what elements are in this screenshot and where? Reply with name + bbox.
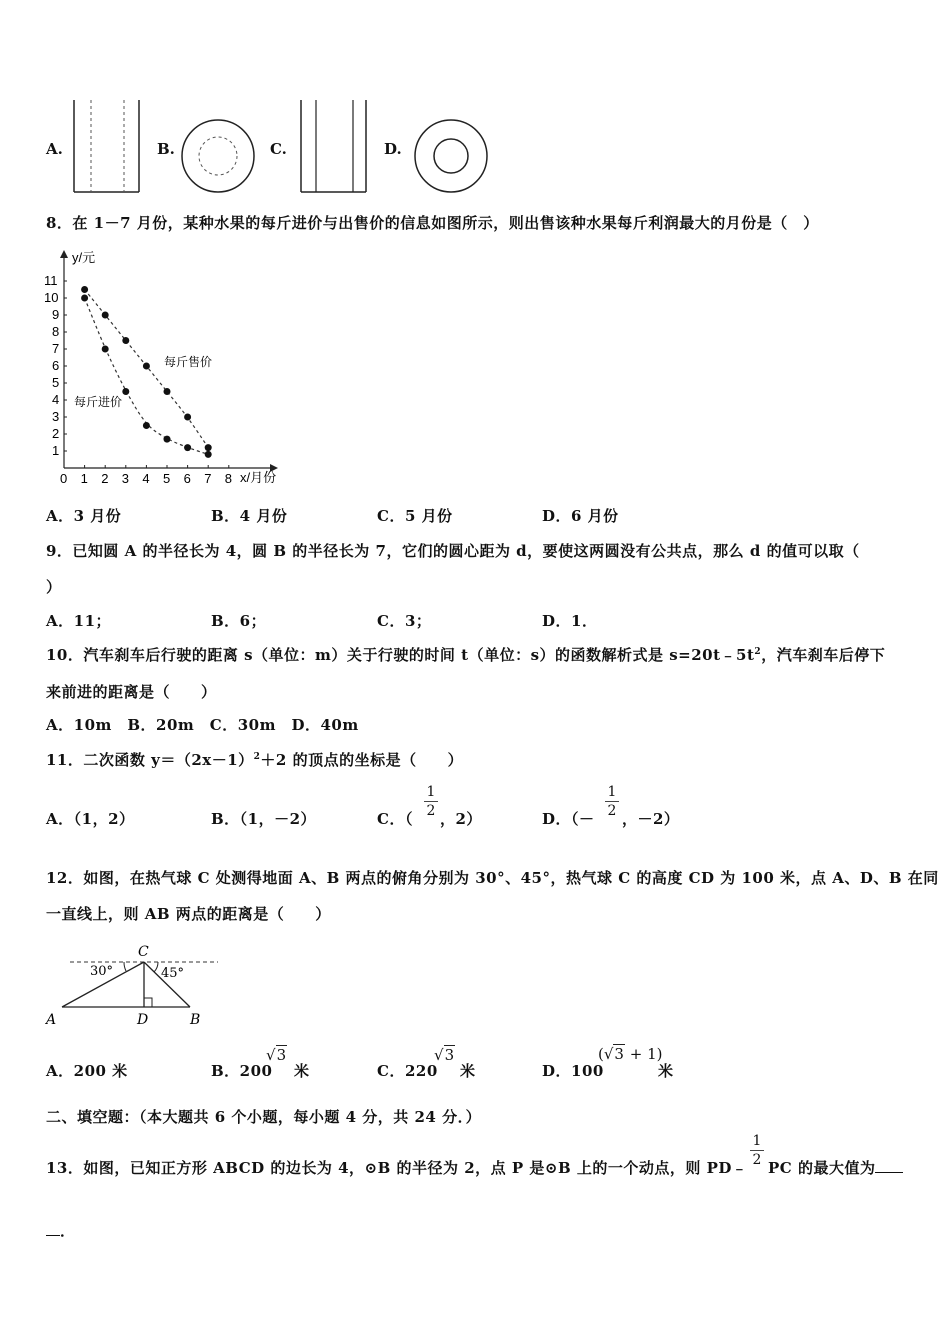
data-point-cost xyxy=(102,346,109,353)
fraction-numerator: 1 xyxy=(426,784,436,800)
q10-line1-a: 10．汽车刹车后行驶的距离 s（单位：m）关于行驶的时间 t（单位：s）的函数解析式是 s=20t﹣5t xyxy=(46,646,755,664)
q12-option-d-expr: (√3 + 1) xyxy=(598,1045,663,1063)
q11-option-b: B．（1，－2） xyxy=(211,810,317,828)
q12-option-b-unit: 米 xyxy=(294,1062,310,1080)
q9-line1: 9．已知圆 A 的半径长为 4，圆 B 的半径长为 7，它们的圆心距为 d，要使这两圆没有公共点，那么 d 的值可以取（ xyxy=(46,542,860,560)
y-tick-label: 10 xyxy=(44,290,59,305)
q7-option-b-label: B. xyxy=(157,140,175,158)
x-axis-label: x/月份 xyxy=(240,470,277,485)
q12-option-b-label: B．200 xyxy=(211,1062,273,1080)
y-tick-label: 3 xyxy=(52,409,60,424)
data-point-sell xyxy=(143,363,150,370)
q7-figure-c xyxy=(298,100,370,194)
data-point-sell xyxy=(184,414,191,421)
label-a: A xyxy=(46,1012,57,1028)
y-tick-label: 4 xyxy=(52,392,60,407)
q7-option-c-label: C. xyxy=(270,140,287,158)
q11-option-d-fraction xyxy=(605,783,619,820)
series-line-cost xyxy=(85,298,209,454)
y-tick-label: 1 xyxy=(52,443,60,458)
label-angle-30: 30° xyxy=(90,964,114,979)
q12-line1: 12．如图，在热气球 C 处测得地面 A、B 两点的俯角分别为 30°、45°，热气球 C 的高度 CD 为 100 米，点 A、D、B 在同 xyxy=(46,869,939,887)
annotation-sell-price: 每斤售价 xyxy=(164,355,213,369)
y-tick-label: 6 xyxy=(52,358,60,373)
label-angle-45: 45° xyxy=(161,966,185,981)
label-c: C xyxy=(138,944,149,960)
q13-line1-a: 13．如图，已知正方形 ABCD 的边长为 4，⊙B 的半径为 2，点 P 是⊙B 上的一个动点，则 PD﹣ xyxy=(46,1159,748,1177)
q12-option-c-label: C．220 xyxy=(377,1062,438,1080)
right-angle-mark xyxy=(144,998,152,1007)
q10-options: A．10m B．20m C．30m D．40m xyxy=(46,716,359,734)
data-point-cost xyxy=(81,295,88,302)
radicand: 3 xyxy=(614,1045,624,1063)
q10-line2: 来前进的距离是（ ） xyxy=(46,683,217,701)
data-point-cost xyxy=(164,436,171,443)
q10-sup: 2 xyxy=(754,647,762,657)
q11-option-c-fraction xyxy=(424,783,438,820)
x-tick-label: 0 xyxy=(60,471,68,486)
q12-option-d-label: D．100 xyxy=(542,1062,604,1080)
x-tick-label: 1 xyxy=(80,471,88,486)
q10-line1 xyxy=(46,644,885,665)
data-point-cost xyxy=(143,422,150,429)
q8-option-d: D．6 月份 xyxy=(542,507,619,525)
y-tick-label: 8 xyxy=(52,324,60,339)
q13-line1-b xyxy=(768,1157,903,1178)
y-tick-label: 2 xyxy=(52,426,60,441)
angle-arc-45 xyxy=(154,962,158,972)
annotation-cost-price: 每斤进价 xyxy=(74,395,123,409)
x-tick-label: 5 xyxy=(163,471,171,486)
fraction-denominator: 2 xyxy=(605,801,619,820)
q12-option-a: A．200 米 xyxy=(46,1062,128,1080)
radicand: 3 xyxy=(276,1046,287,1064)
q12-line2: 一直线上，则 AB 两点的距离是（ ） xyxy=(46,905,331,923)
y-axis-arrow xyxy=(60,250,68,258)
fraction-denominator: 2 xyxy=(750,1150,764,1169)
q9-option-d: D．1． xyxy=(542,612,598,630)
fraction-numerator: 1 xyxy=(752,1133,762,1149)
q13-fraction xyxy=(750,1132,764,1169)
y-tick-label: 9 xyxy=(52,307,60,322)
x-tick-label: 2 xyxy=(101,471,109,486)
data-point-cost xyxy=(205,451,212,458)
q13-line1-b-text: PC 的最大值为 xyxy=(768,1159,876,1177)
data-point-sell xyxy=(122,337,129,344)
q11-option-a: A．（1，2） xyxy=(46,810,135,828)
y-tick-label: 7 xyxy=(52,341,60,356)
q8-option-c: C．5 月份 xyxy=(377,507,453,525)
data-point-sell xyxy=(205,444,212,451)
data-point-cost xyxy=(184,444,191,451)
q11-question xyxy=(46,749,463,770)
q8-chart xyxy=(40,246,290,490)
section-title: 二、填空题：（本大题共 6 个小题，每小题 4 分，共 24 分．） xyxy=(46,1108,482,1126)
q13-line2-end: ． xyxy=(60,1222,76,1240)
q12-option-b-sqrt: √3 xyxy=(266,1046,287,1064)
q11-option-d-label: D．（－ xyxy=(542,810,595,828)
angle-arc-30 xyxy=(124,962,126,971)
label-d: D xyxy=(137,1012,149,1028)
y-tick-label: 5 xyxy=(52,375,60,390)
q11-option-c-label: C．（ xyxy=(377,810,413,828)
fraction-denominator: 2 xyxy=(424,801,438,820)
label-b: B xyxy=(190,1012,201,1028)
y-tick-label: 11 xyxy=(44,273,58,288)
q9-option-a: A．11； xyxy=(46,612,112,630)
q11-sup: 2 xyxy=(253,752,261,762)
answer-blank-cont xyxy=(46,1223,60,1236)
q12-option-c-sqrt: √3 xyxy=(434,1046,455,1064)
paren-open: ( xyxy=(598,1045,604,1063)
q13-line2 xyxy=(46,1220,76,1241)
x-tick-label: 4 xyxy=(142,471,150,486)
q8-option-b: B．4 月份 xyxy=(211,507,288,525)
x-tick-label: 7 xyxy=(204,471,212,486)
q11-option-d-tail: ，－2） xyxy=(622,810,680,828)
q7-figure-b xyxy=(180,118,258,196)
expr-tail: + 1) xyxy=(624,1045,663,1063)
q9-line2: ） xyxy=(46,578,62,596)
q7-option-a-label: A. xyxy=(46,140,63,158)
fraction-numerator: 1 xyxy=(607,784,617,800)
q11-line-b: ＋2 的顶点的坐标是（ ） xyxy=(260,751,464,769)
data-point-sell xyxy=(164,388,171,395)
data-point-cost xyxy=(122,388,129,395)
q10-line1-b: ，汽车刹车后停下 xyxy=(761,646,886,664)
x-tick-label: 3 xyxy=(121,471,130,486)
y-axis-label: y/元 xyxy=(72,250,96,265)
q12-option-d-unit: 米 xyxy=(658,1062,674,1080)
q7-option-d-label: D. xyxy=(384,140,402,158)
q8-option-a: A．3 月份 xyxy=(46,507,122,525)
data-point-sell xyxy=(102,312,109,319)
q12-figure xyxy=(40,940,220,1030)
q9-option-b: B．6； xyxy=(211,612,267,630)
q8-question: 8．在 1－7 月份，某种水果的每斤进价与出售价的信息如图所示，则出售该种水果每斤利润最大的月份是（ ） xyxy=(46,214,819,232)
q12-option-c-unit: 米 xyxy=(460,1062,476,1080)
q9-option-c: C．3； xyxy=(377,612,432,630)
answer-blank xyxy=(875,1160,903,1173)
q11-line-a: 11．二次函数 y＝（2x－1） xyxy=(46,751,254,769)
data-point-sell xyxy=(81,286,88,293)
q7-figure-a xyxy=(72,100,142,194)
radicand: 3 xyxy=(444,1046,455,1064)
x-tick-label: 8 xyxy=(224,471,233,486)
q7-figure-d xyxy=(412,118,492,196)
q11-option-c-tail: ，2） xyxy=(440,810,482,828)
x-tick-label: 6 xyxy=(183,471,191,486)
